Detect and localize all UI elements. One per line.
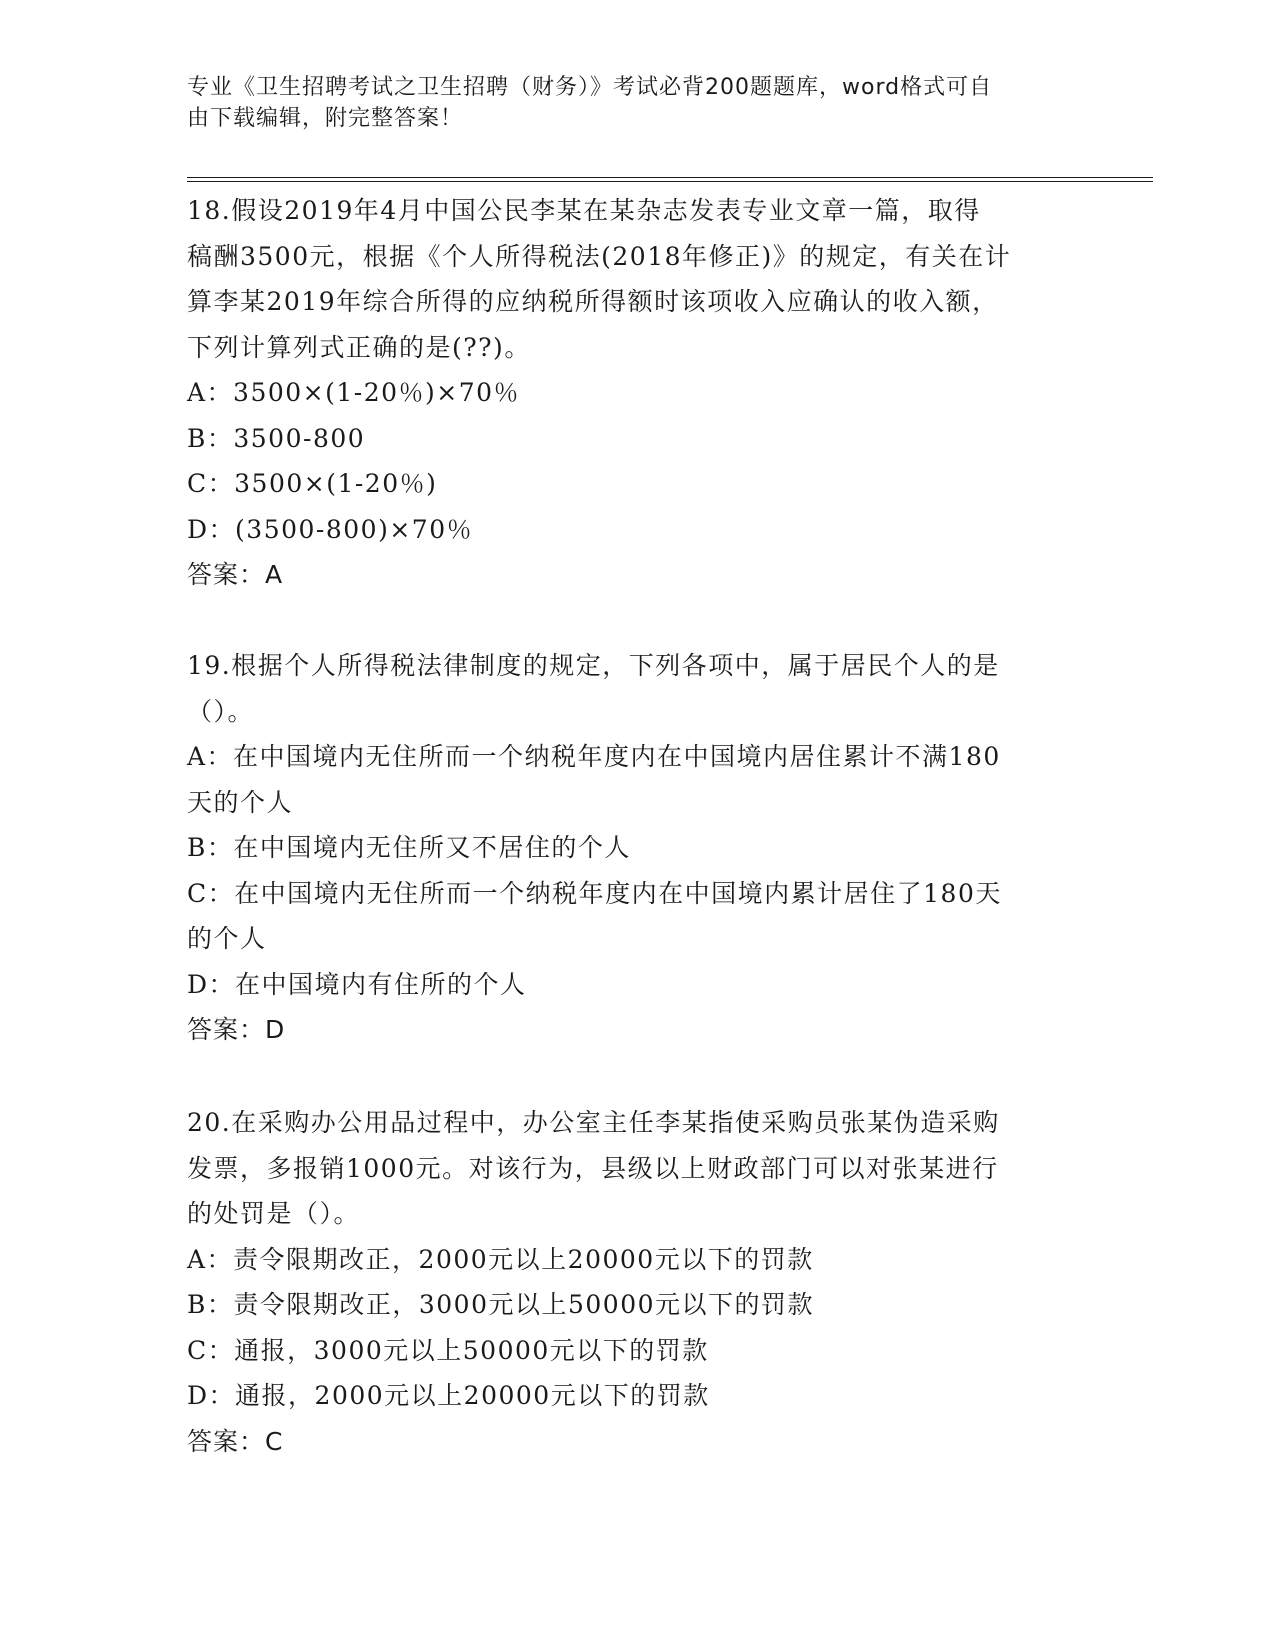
option-d: D：通报，2000元以上20000元以下的罚款 bbox=[187, 1381, 710, 1410]
document-header bbox=[187, 72, 1067, 134]
option-b: B：在中国境内无住所又不居住的个人 bbox=[187, 833, 631, 862]
option-b: B：3500-800 bbox=[187, 423, 366, 453]
answer-line: 答案：C bbox=[187, 1426, 284, 1456]
question-stem-line: 18.假设2019年4月中国公民李某在某杂志发表专业文章一篇，取得 bbox=[187, 196, 981, 225]
question-stem-line: 稿酬3500元，根据《个人所得税法(2018年修正)》的规定，有关在计 bbox=[187, 241, 1012, 271]
question-stem-line: 20.在采购办公用品过程中，办公室主任李某指使采购员张某伪造采购 bbox=[187, 1108, 1000, 1137]
answer-line: 答案：D bbox=[187, 1015, 286, 1044]
question-stem-line: 发票，多报销1000元。对该行为，县级以上财政部门可以对张某进行 bbox=[187, 1153, 999, 1183]
header-divider-top bbox=[187, 177, 1153, 178]
header-line-1: 专业《卫生招聘考试之卫生招聘（财务）》考试必背200题题库，word格式可自 bbox=[187, 75, 993, 100]
header-divider-bottom bbox=[187, 181, 1153, 182]
option-a: A：3500×(1-20％)×70％ bbox=[187, 378, 521, 407]
question-stem-line: 的处罚是（）。 bbox=[187, 1199, 361, 1228]
option-c-continued: 的个人 bbox=[187, 924, 267, 953]
option-b: B：责令限期改正，3000元以上50000元以下的罚款 bbox=[187, 1290, 815, 1319]
question-stem-line: （）。 bbox=[187, 696, 255, 726]
option-d: D：在中国境内有住所的个人 bbox=[187, 969, 527, 999]
question-18 bbox=[187, 188, 1087, 598]
answer-line: 答案：A bbox=[187, 560, 284, 589]
option-c: C：3500×(1-20％) bbox=[187, 469, 438, 498]
question-stem-line: 19.根据个人所得税法律制度的规定，下列各项中，属于居民个人的是 bbox=[187, 651, 1000, 680]
question-stem-line: 下列计算列式正确的是(??)。 bbox=[187, 332, 531, 362]
question-stem-line: 算李某2019年综合所得的应纳税所得额时该项收入应确认的收入额， bbox=[187, 287, 999, 316]
option-c: C：在中国境内无住所而一个纳税年度内在中国境内累计居住了180天 bbox=[187, 878, 1002, 908]
option-a: A：在中国境内无住所而一个纳税年度内在中国境内居住累计不满180 bbox=[187, 742, 1001, 771]
option-a: A：责令限期改正，2000元以上20000元以下的罚款 bbox=[187, 1244, 814, 1274]
option-d: D：(3500-800)×70％ bbox=[187, 514, 474, 544]
header-line-2: 由下载编辑，附完整答案！ bbox=[187, 106, 464, 131]
option-a-continued: 天的个人 bbox=[187, 787, 294, 817]
question-19 bbox=[187, 643, 1087, 1053]
option-c: C：通报，3000元以上50000元以下的罚款 bbox=[187, 1335, 709, 1365]
question-20 bbox=[187, 1100, 1087, 1464]
